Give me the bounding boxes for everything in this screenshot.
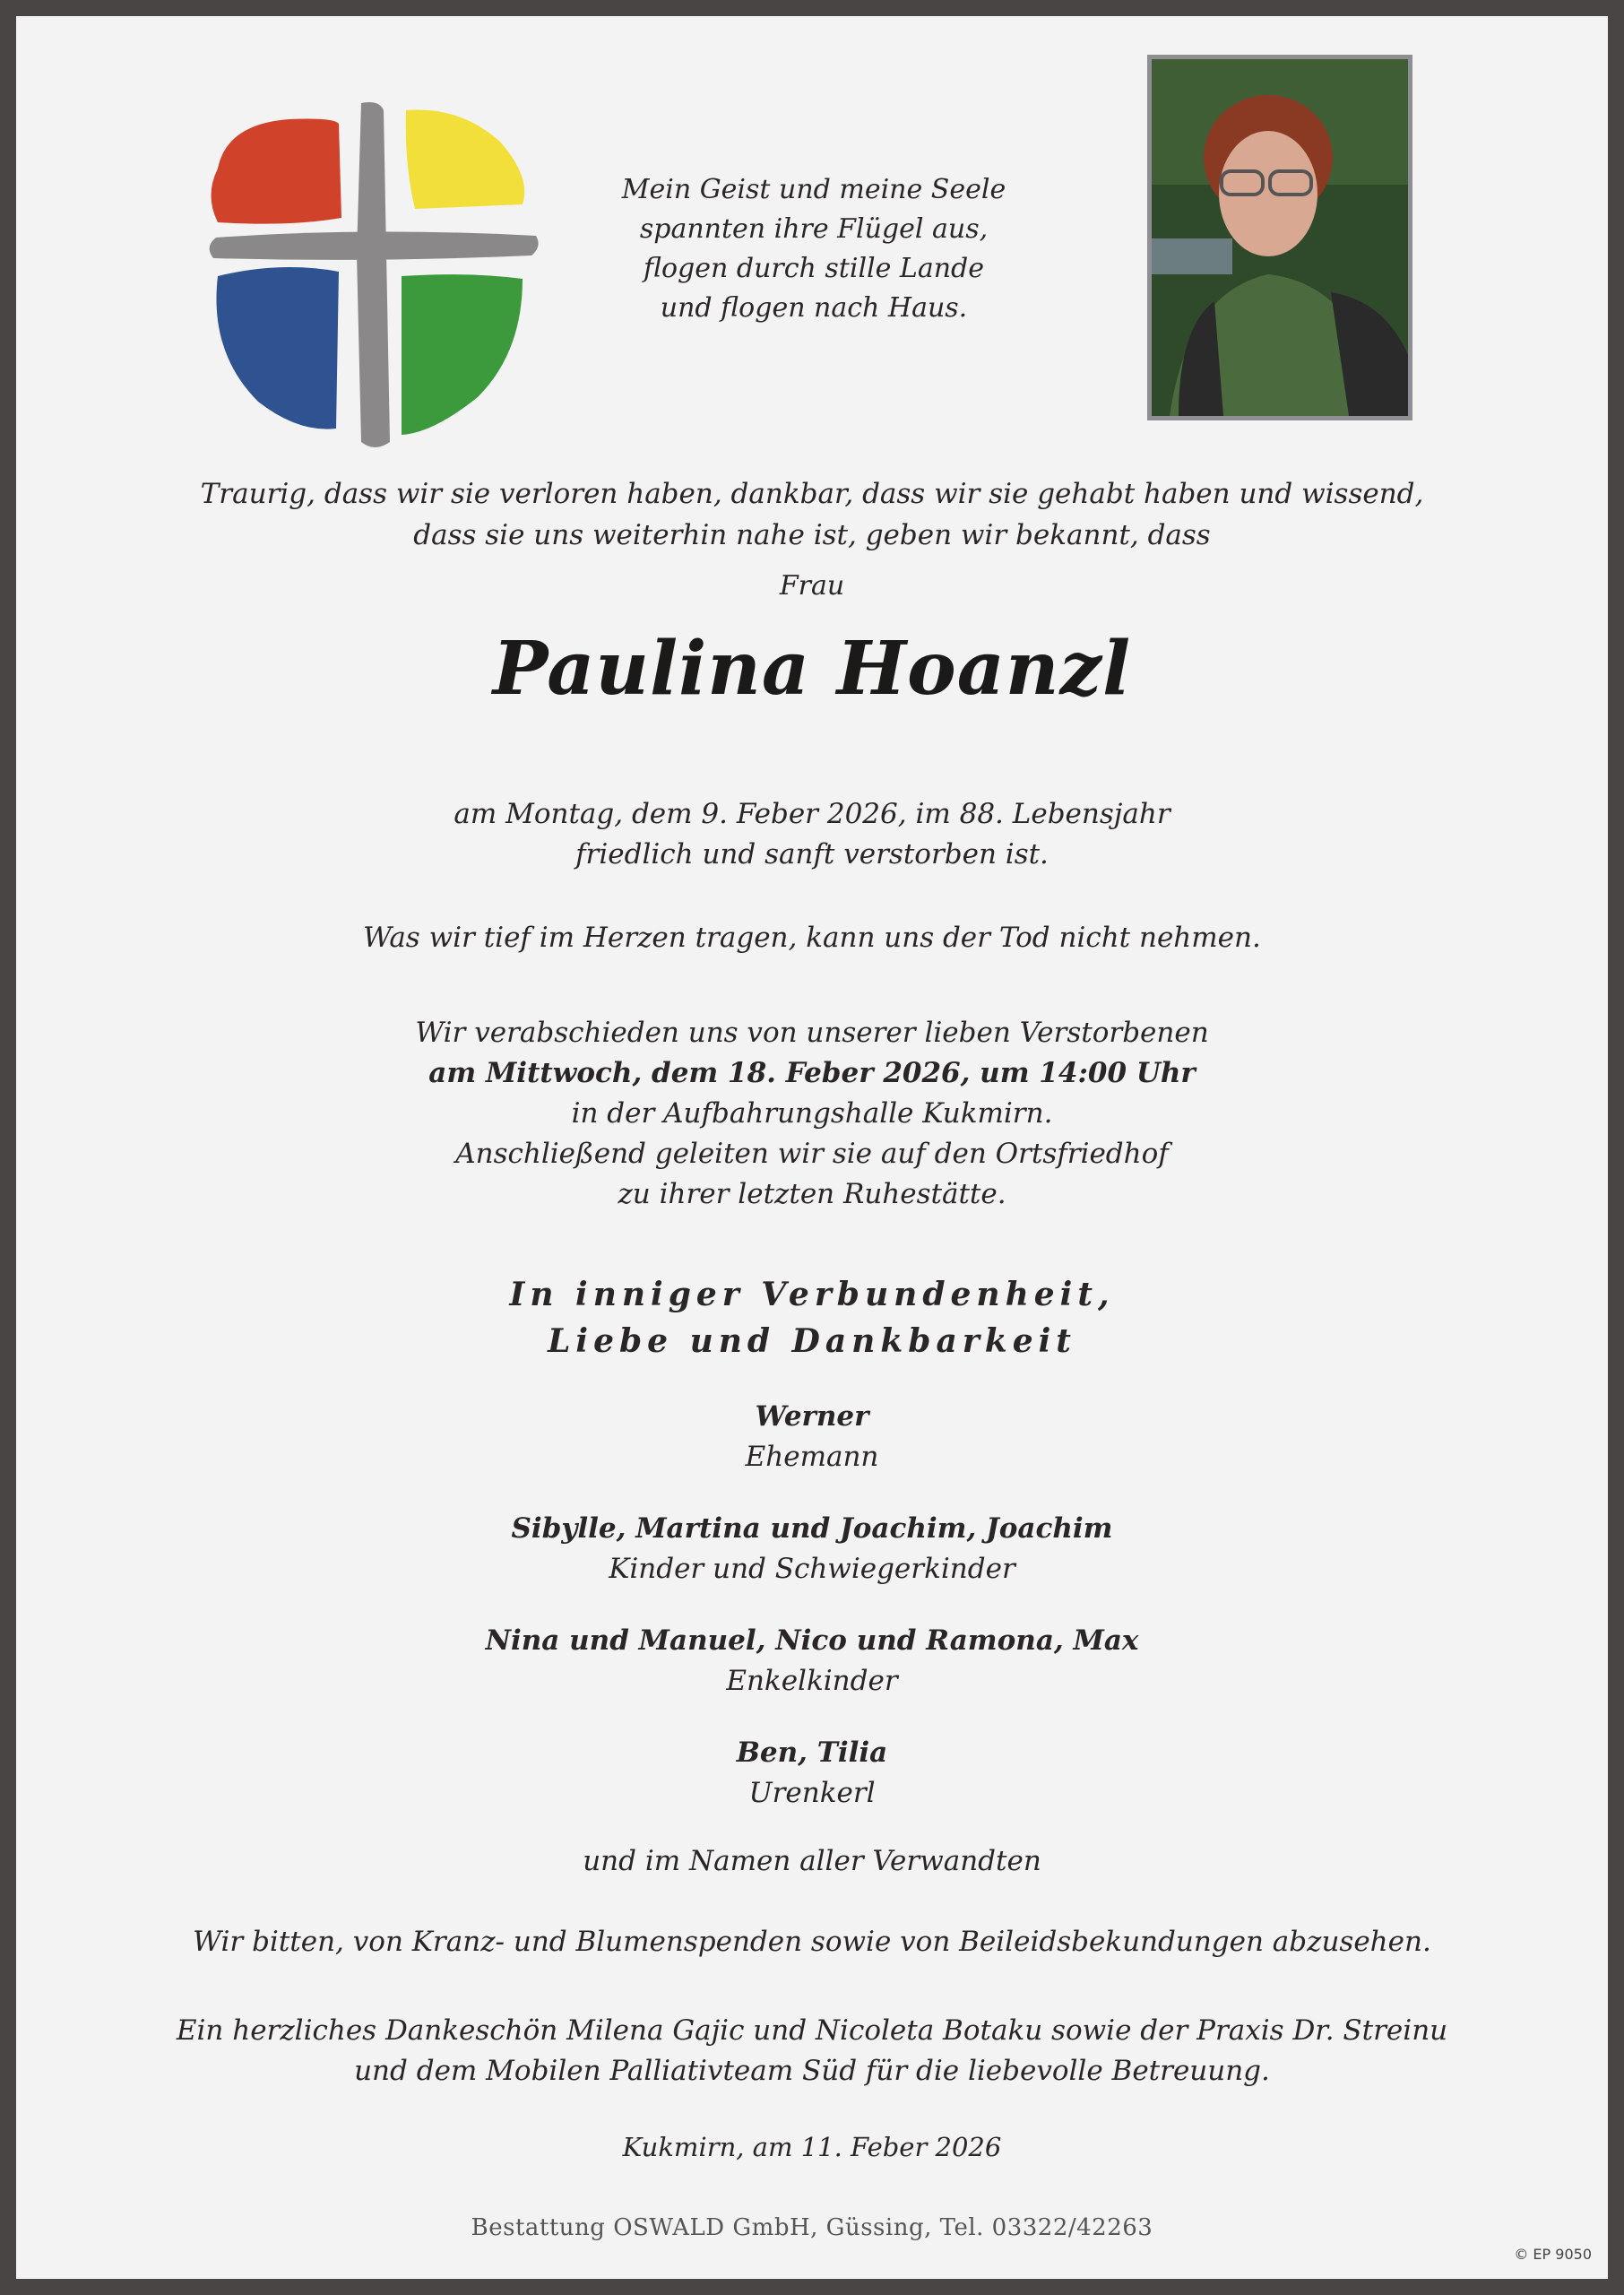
closing-line: In inniger Verbundenheit, xyxy=(509,1276,1115,1313)
cross-emblem xyxy=(191,83,549,460)
deceased-name: Paulina Hoanzl xyxy=(492,626,1132,712)
poem-line: und flogen nach Haus. xyxy=(660,292,968,324)
memorial-quote: Was wir tief im Herzen tragen, kann uns der Tod nicht nehmen. xyxy=(363,922,1261,954)
funeral-line: Wir verabschieden uns von unserer lieben Verstorbenen xyxy=(415,1017,1209,1049)
mourner-relation: Urenkerl xyxy=(748,1777,876,1809)
cross-quadrant-red xyxy=(212,119,342,224)
intro-line: dass sie uns weiterhin nahe ist, geben wir bekannt, dass xyxy=(413,519,1211,551)
relatives-line: und im Namen aller Verwandten xyxy=(583,1845,1041,1877)
thanks-line: und dem Mobilen Palliativteam Süd für die liebevolle Betreuung. xyxy=(354,2055,1270,2087)
cross-quadrant-blue xyxy=(216,267,339,429)
mourner-relation: Enkelkinder xyxy=(726,1665,898,1697)
portrait-frame xyxy=(1147,55,1412,420)
donation-request: Wir bitten, von Kranz- und Blumenspenden sowie von Beileidsbekundungen abzusehen. xyxy=(193,1926,1431,1958)
funeral-info xyxy=(16,1013,1608,1215)
poem-line: flogen durch stille Lande xyxy=(643,253,985,284)
death-date-line: am Montag, dem 9. Feber 2026, im 88. Lebensjahr xyxy=(454,798,1170,830)
funeral-line: in der Aufbahrungshalle Kukmirn. xyxy=(571,1097,1053,1130)
mourner-names: Sibylle, Martina und Joachim, Joachim xyxy=(511,1512,1113,1545)
poem-line: spannten ihre Flügel aus, xyxy=(639,213,989,245)
death-date xyxy=(16,794,1608,875)
mourner-relation: Kinder und Schwiegerkinder xyxy=(609,1553,1015,1585)
mourner-group xyxy=(16,1733,1608,1814)
title-frau: Frau xyxy=(779,570,845,602)
undertaker-info: Bestattung OSWALD GmbH, Güssing, Tel. 03322/42263 xyxy=(471,2214,1153,2241)
closing-line: Liebe und Dankbarkeit xyxy=(548,1322,1076,1360)
funeral-datetime: am Mittwoch, dem 18. Feber 2026, um 14:00 Uhr xyxy=(428,1057,1196,1089)
poem-line: Mein Geist und meine Seele xyxy=(621,174,1006,205)
funeral-line: Anschließend geleiten wir sie auf den Ortsfriedhof xyxy=(455,1138,1169,1170)
print-code: © EP 9050 xyxy=(1514,2246,1592,2263)
thanks-text xyxy=(16,2011,1608,2091)
thanks-line: Ein herzliches Dankeschön Milena Gajic und Nicoleta Botaku sowie der Praxis Dr. Streinu xyxy=(176,2014,1448,2047)
mourner-group xyxy=(16,1621,1608,1702)
cross-beam-horizontal xyxy=(210,231,539,259)
funeral-line: zu ihrer letzten Ruhestätte. xyxy=(618,1178,1006,1210)
mourner-names: Werner xyxy=(755,1400,869,1433)
mourner-names: Ben, Tilia xyxy=(736,1736,888,1769)
mourner-group xyxy=(16,1509,1608,1589)
death-date-line: friedlich und sanft verstorben ist. xyxy=(575,838,1049,870)
cross-beam-vertical xyxy=(357,102,390,447)
closing-heading xyxy=(16,1271,1608,1364)
mourner-group xyxy=(16,1397,1608,1477)
mourner-relation: Ehemann xyxy=(745,1441,879,1473)
death-notice-page xyxy=(16,16,1608,2279)
intro-line: Traurig, dass wir sie verloren haben, dankbar, dass wir sie gehabt haben und wissend, xyxy=(200,478,1424,510)
intro-text xyxy=(16,473,1608,556)
place-date: Kukmirn, am 11. Feber 2026 xyxy=(622,2132,1002,2162)
mourner-names: Nina und Manuel, Nico und Ramona, Max xyxy=(485,1624,1139,1657)
poem xyxy=(500,170,1127,328)
portrait-photo xyxy=(1152,59,1408,416)
